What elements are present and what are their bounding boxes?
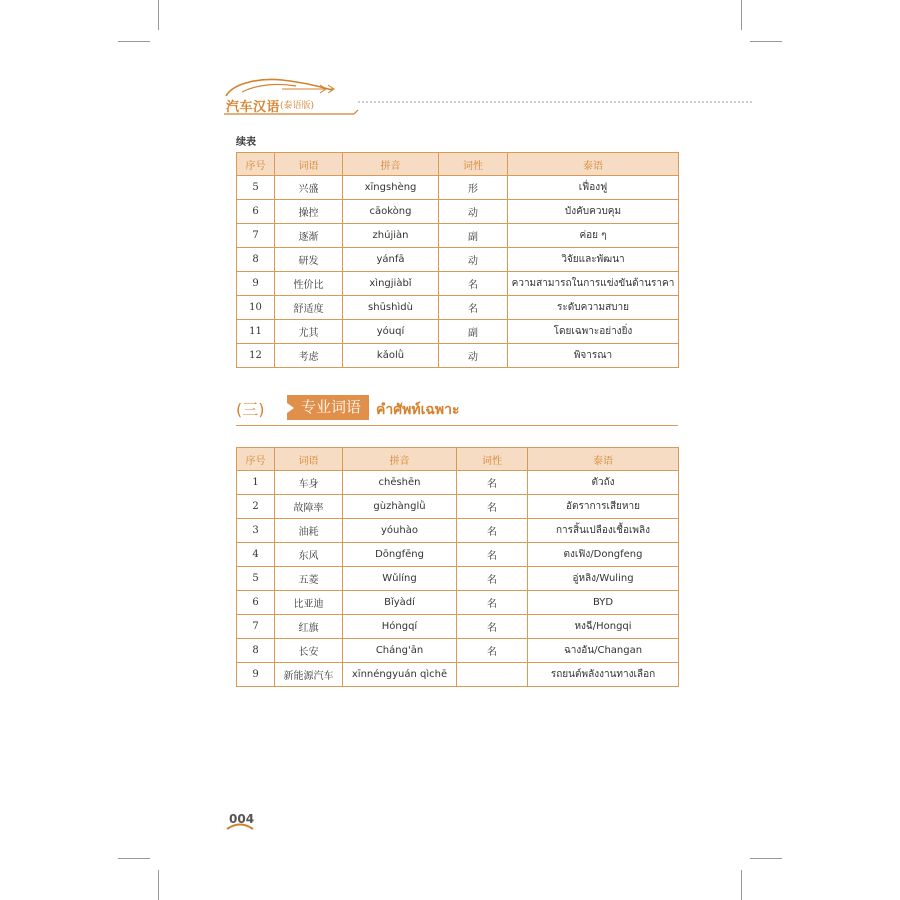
cell-word: 红旗 <box>275 615 343 639</box>
cell-word: 舒适度 <box>275 296 343 320</box>
cell-word: 故障率 <box>275 495 343 519</box>
cell-num: 7 <box>237 615 275 639</box>
cell-word: 长安 <box>275 639 343 663</box>
cell-pos: 名 <box>457 567 528 591</box>
cell-num: 6 <box>237 591 275 615</box>
cell-pos: 副 <box>439 320 508 344</box>
table-header-row <box>237 153 679 176</box>
cell-thai: บังคับควบคุม <box>508 200 679 224</box>
cell-pinyin: xīnnéngyuán qìchē <box>343 663 457 687</box>
cell-pos: 动 <box>439 344 508 368</box>
cell-thai: ค่อย ๆ <box>508 224 679 248</box>
table-row <box>237 224 679 248</box>
section-number: (三) <box>236 400 265 419</box>
table-row <box>237 591 679 615</box>
cell-word: 兴盛 <box>275 176 343 200</box>
cell-thai: ฉางอัน/Changan <box>528 639 679 663</box>
cell-num: 11 <box>237 320 275 344</box>
table-row <box>237 200 679 224</box>
cell-pinyin: Dōngfēng <box>343 543 457 567</box>
cell-pinyin: Hóngqí <box>343 615 457 639</box>
cell-word: 油耗 <box>275 519 343 543</box>
cell-num: 2 <box>237 495 275 519</box>
cell-thai: หงฉี/Hongqi <box>528 615 679 639</box>
section-title-zh: 专业词语 <box>287 395 369 420</box>
col-header-thai: 泰语 <box>508 153 679 176</box>
table-row <box>237 272 679 296</box>
crop-mark <box>750 858 782 859</box>
cell-pos: 名 <box>457 519 528 543</box>
cell-num: 12 <box>237 344 275 368</box>
continued-label: 续表 <box>236 137 256 148</box>
col-header-word: 词语 <box>275 448 343 471</box>
cell-pos: 名 <box>457 615 528 639</box>
cell-thai: ระดับความสบาย <box>508 296 679 320</box>
table-row <box>237 543 679 567</box>
crop-mark <box>750 41 782 42</box>
crop-mark <box>118 858 150 859</box>
cell-pinyin: Wǔlíng <box>343 567 457 591</box>
cell-word: 研发 <box>275 248 343 272</box>
section-heading <box>236 395 678 426</box>
cell-num: 9 <box>237 272 275 296</box>
cell-thai: การสิ้นเปลืองเชื้อเพลิง <box>528 519 679 543</box>
cell-pos: 形 <box>439 176 508 200</box>
cell-pinyin: kǎolǜ <box>343 344 439 368</box>
cell-pos: 名 <box>457 495 528 519</box>
cell-num: 5 <box>237 567 275 591</box>
cell-num: 7 <box>237 224 275 248</box>
table-row <box>237 248 679 272</box>
cell-pos: 动 <box>439 200 508 224</box>
cell-thai: รถยนต์พลังงานทางเลือก <box>528 663 679 687</box>
table-row <box>237 639 679 663</box>
table-header-row <box>237 448 679 471</box>
cell-pos: 名 <box>457 591 528 615</box>
cell-pos: 名 <box>457 471 528 495</box>
cell-pinyin: chēshēn <box>343 471 457 495</box>
cell-thai: BYD <box>528 591 679 615</box>
cell-pos: 副 <box>439 224 508 248</box>
cell-word: 比亚迪 <box>275 591 343 615</box>
crop-mark <box>158 870 159 900</box>
vocab-table-continued <box>236 152 679 368</box>
cell-word: 东风 <box>275 543 343 567</box>
cell-thai: เฟื่องฟู <box>508 176 679 200</box>
table-row <box>237 471 679 495</box>
running-header <box>222 74 752 118</box>
cell-pos: 名 <box>439 296 508 320</box>
cell-pinyin: Bǐyàdí <box>343 591 457 615</box>
cell-pinyin: shūshìdù <box>343 296 439 320</box>
col-header-pos: 词性 <box>439 153 508 176</box>
cell-thai: อัตราการเสียหาย <box>528 495 679 519</box>
cell-pos: 名 <box>457 543 528 567</box>
table-row <box>237 567 679 591</box>
cell-pinyin: zhújiàn <box>343 224 439 248</box>
cell-word: 性价比 <box>275 272 343 296</box>
page-number: 004 <box>229 812 255 826</box>
vocab-table-specialized <box>236 447 679 687</box>
cell-num: 8 <box>237 248 275 272</box>
cell-pinyin: yóuqí <box>343 320 439 344</box>
crop-mark <box>118 41 150 42</box>
table-row <box>237 519 679 543</box>
table-row <box>237 176 679 200</box>
cell-word: 操控 <box>275 200 343 224</box>
cell-pinyin: yánfā <box>343 248 439 272</box>
cell-num: 9 <box>237 663 275 687</box>
cell-num: 10 <box>237 296 275 320</box>
cell-thai: ตงเฟิง/Dongfeng <box>528 543 679 567</box>
cell-word: 车身 <box>275 471 343 495</box>
cell-pinyin: xìngjiàbǐ <box>343 272 439 296</box>
cell-pinyin: gùzhànglǜ <box>343 495 457 519</box>
col-header-word: 词语 <box>275 153 343 176</box>
cell-pos: 动 <box>439 248 508 272</box>
cell-thai: พิจารณา <box>508 344 679 368</box>
table-row <box>237 495 679 519</box>
cell-pinyin: yóuhào <box>343 519 457 543</box>
cell-word: 尤其 <box>275 320 343 344</box>
col-header-pinyin: 拼音 <box>343 153 439 176</box>
crop-mark <box>158 0 159 30</box>
cell-thai: ตัวถัง <box>528 471 679 495</box>
cell-word: 五菱 <box>275 567 343 591</box>
cell-pinyin: Cháng'ān <box>343 639 457 663</box>
cell-pos: 名 <box>457 639 528 663</box>
cell-num: 5 <box>237 176 275 200</box>
cell-num: 8 <box>237 639 275 663</box>
header-dotted-rule <box>358 101 752 103</box>
cell-num: 4 <box>237 543 275 567</box>
cell-thai: ความสามารถในการแข่งขันด้านราคา <box>508 272 679 296</box>
col-header-pos: 词性 <box>457 448 528 471</box>
col-header-pinyin: 拼音 <box>343 448 457 471</box>
table-row <box>237 344 679 368</box>
cell-num: 6 <box>237 200 275 224</box>
cell-thai: วิจัยและพัฒนา <box>508 248 679 272</box>
cell-num: 1 <box>237 471 275 495</box>
table-row <box>237 296 679 320</box>
cell-thai: อู่หลิง/Wuling <box>528 567 679 591</box>
section-title-thai: คำศัพท์เฉพาะ <box>376 402 460 418</box>
col-header-thai: 泰语 <box>528 448 679 471</box>
cell-num: 3 <box>237 519 275 543</box>
book-title: 汽车汉语 <box>226 100 281 115</box>
cell-pinyin: xīngshèng <box>343 176 439 200</box>
table-row <box>237 320 679 344</box>
crop-mark <box>741 870 742 900</box>
cell-pos: 名 <box>439 272 508 296</box>
cell-word: 逐渐 <box>275 224 343 248</box>
book-edition: (泰语版) <box>280 101 315 111</box>
cell-word: 考虑 <box>275 344 343 368</box>
cell-thai: โดยเฉพาะอย่างยิ่ง <box>508 320 679 344</box>
col-header-number: 序号 <box>237 153 275 176</box>
page-number-arc <box>226 822 254 830</box>
cell-word: 新能源汽车 <box>275 663 343 687</box>
col-header-number: 序号 <box>237 448 275 471</box>
cell-pinyin: cāokòng <box>343 200 439 224</box>
cell-pos <box>457 663 528 687</box>
table-row <box>237 663 679 687</box>
crop-mark <box>741 0 742 30</box>
table-row <box>237 615 679 639</box>
